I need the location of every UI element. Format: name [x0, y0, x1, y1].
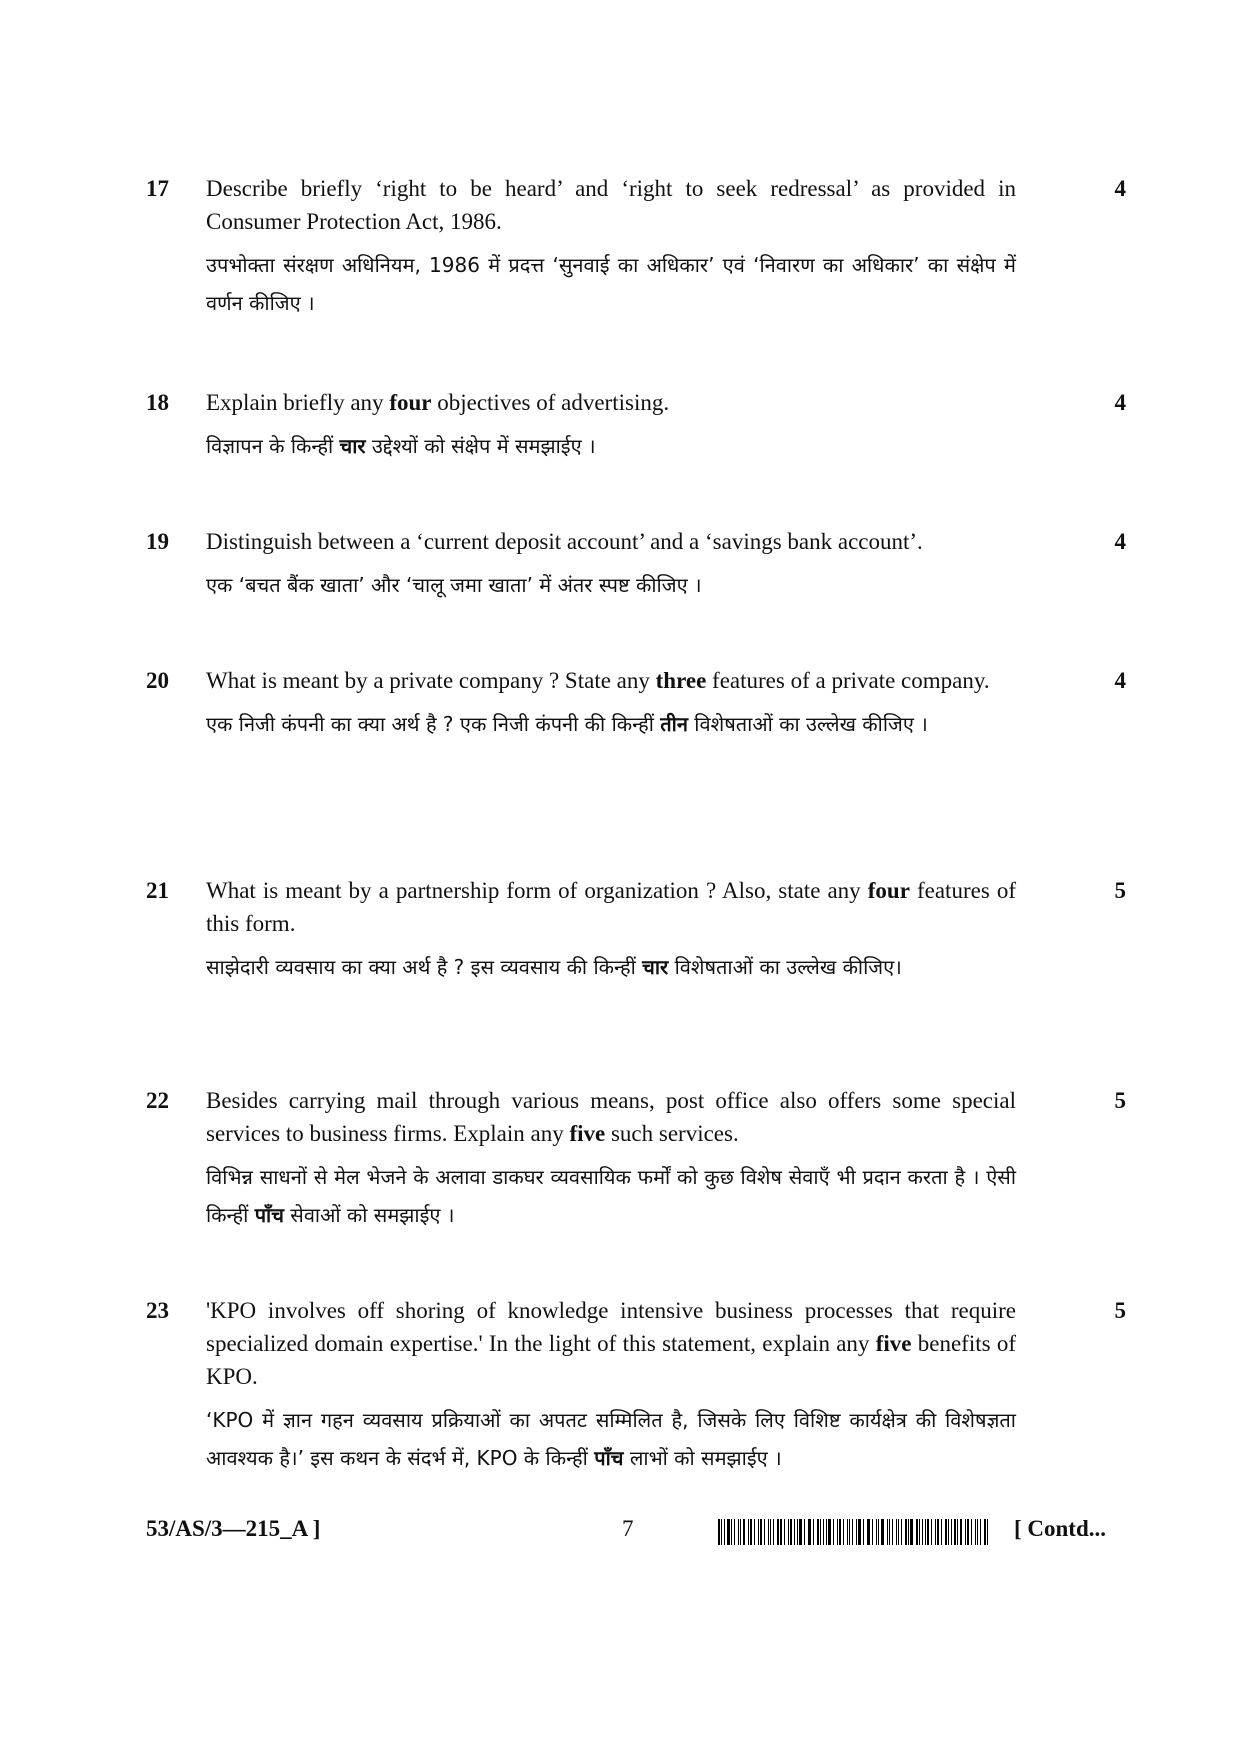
question-text-english: What is meant by a partnership form of organization ? Also, state any four features of this form.: [206, 878, 1016, 936]
barcode-bar: [925, 1519, 926, 1545]
barcode-bar: [828, 1519, 831, 1545]
barcode-bar: [797, 1519, 798, 1545]
question-text-english: 'KPO involves off shoring of knowledge intensive business processes that require specialized domain expertise.' In the light of this statement, explain any five benefits of KPO.: [206, 1298, 1016, 1389]
barcode-bar: [919, 1519, 920, 1545]
question-number: 20: [146, 668, 169, 693]
barcode-bar: [868, 1519, 870, 1545]
barcode-bar: [951, 1519, 952, 1545]
barcode-bar: [852, 1519, 854, 1545]
barcode-bar: [916, 1519, 918, 1545]
barcode-bar: [954, 1519, 956, 1545]
barcode-bar: [804, 1519, 805, 1545]
barcode-bar: [905, 1519, 907, 1545]
question-20: [146, 664, 1126, 743]
question-text-english: What is meant by a private company ? State any three features of a private company.: [206, 668, 990, 693]
page-number: 7: [622, 1516, 634, 1541]
question-text-english: Describe briefly ‘right to be heard’ and ‘right to seek redressal’ as provided in Consumer Protection Act, 1986.: [206, 176, 1016, 234]
barcode-bar: [849, 1519, 850, 1545]
barcode-bar: [773, 1519, 774, 1545]
barcode-bar: [847, 1519, 848, 1545]
question-22: [146, 1084, 1126, 1234]
question-number: 18: [146, 390, 169, 415]
barcode-bar: [718, 1519, 720, 1545]
barcode-bar: [957, 1519, 958, 1545]
question-23: [146, 1294, 1126, 1477]
question-text-hindi: ‘KPO में ज्ञान गहन व्यवसाय प्रक्रियाओं का अपतट सम्मिलित है, जिसके लिए विशिष्ट कार्यक्षेत्र की विशेषज्ञता आवश्यक है।’ इस कथन के संदर्भ में, KPO के किन्हीं पाँच लाभों को समझाईए ।: [206, 1408, 1016, 1470]
question-18: [146, 386, 1126, 465]
barcode-bar: [975, 1519, 976, 1545]
barcode-bar: [790, 1519, 792, 1545]
barcode-bar: [843, 1519, 844, 1545]
barcode-bar: [780, 1519, 782, 1545]
barcode-bar: [937, 1519, 940, 1545]
barcode-bar: [727, 1519, 730, 1545]
question-text-hindi: एक ‘बचत बैंक खाता’ और ‘चालू जमा खाता’ में अंतर स्पष्ट कीजिए ।: [206, 573, 702, 597]
barcode-bar: [960, 1519, 962, 1545]
question-marks: 4: [1114, 390, 1126, 415]
barcode-bar: [922, 1519, 923, 1545]
barcode-bar: [799, 1519, 802, 1545]
barcode-bar: [858, 1519, 861, 1545]
question-text-hindi: विज्ञापन के किन्हीं चार उद्देश्यों को संक्षेप में समझाईए ।: [206, 434, 596, 458]
barcode-bar: [980, 1519, 982, 1545]
barcode-bar: [908, 1519, 909, 1545]
barcode-bar: [731, 1519, 732, 1545]
question-text-hindi: साझेदारी व्यवसाय का क्या अर्थ है ? इस व्यवसाय की किन्हीं चार विशेषताओं का उल्लेख कीजिए।: [206, 955, 902, 979]
barcode-bar: [784, 1519, 785, 1545]
barcode-bar: [839, 1519, 841, 1545]
paper-code: 53/AS/3—215_A ]: [146, 1516, 321, 1541]
barcode-bar: [889, 1519, 890, 1545]
barcode-bar: [967, 1519, 970, 1545]
barcode-bar: [823, 1519, 824, 1545]
barcode-bar: [760, 1519, 762, 1545]
barcode-bar: [984, 1519, 986, 1545]
barcode-bar: [768, 1519, 769, 1545]
barcode-bar: [878, 1519, 880, 1545]
barcode-bar: [724, 1519, 725, 1545]
barcode-bar: [743, 1519, 745, 1545]
barcode-bar: [738, 1519, 739, 1545]
barcode-bar: [867, 1519, 868, 1545]
barcode-bar: [910, 1519, 913, 1545]
barcode-bar: [754, 1519, 755, 1545]
barcode-image: [718, 1519, 990, 1545]
question-text-english: Explain briefly any four objectives of advertising.: [206, 390, 670, 415]
barcode-bar: [777, 1519, 780, 1545]
barcode-bar: [892, 1519, 893, 1545]
barcode-bar: [901, 1519, 902, 1545]
barcode-bar: [758, 1519, 759, 1545]
barcode-bar: [887, 1519, 888, 1545]
barcode-bar: [927, 1519, 929, 1545]
barcode-bar: [764, 1519, 766, 1545]
question-marks: 4: [1114, 529, 1126, 554]
barcode-bar: [872, 1519, 873, 1545]
question-marks: 5: [1114, 878, 1126, 903]
barcode-bar: [813, 1519, 814, 1545]
question-text-hindi: उपभोक्ता संरक्षण अधिनियम, 1986 में प्रदत्त ‘सुनवाई का अधिकार’ एवं ‘निवारण का अधिकार’ का संक्षेप में वर्णन कीजिए ।: [206, 253, 1016, 315]
question-text-english: Besides carrying mail through various means, post office also offers some special services to business firms. Explain any five such services.: [206, 1088, 1016, 1146]
barcode-bar: [876, 1519, 877, 1545]
barcode-bar: [931, 1519, 932, 1545]
barcode-bar: [794, 1519, 795, 1545]
barcode-bar: [809, 1519, 811, 1545]
question-marks: 4: [1114, 668, 1126, 693]
question-text-english: Distinguish between a ‘current deposit account’ and a ‘savings bank account’.: [206, 529, 923, 554]
barcode-bar: [898, 1519, 899, 1545]
barcode-bar: [935, 1519, 936, 1545]
barcode-bar: [965, 1519, 966, 1545]
barcode-bar: [817, 1519, 819, 1545]
barcode-bar: [721, 1519, 722, 1545]
barcode-bar: [740, 1519, 741, 1545]
question-number: 21: [146, 878, 169, 903]
question-marks: 5: [1114, 1088, 1126, 1113]
barcode-bar: [948, 1519, 949, 1545]
question-marks: 4: [1114, 176, 1126, 201]
barcode-bar: [941, 1519, 942, 1545]
barcode-bar: [971, 1519, 972, 1545]
question-number: 17: [146, 176, 169, 201]
barcode-bar: [826, 1519, 827, 1545]
barcode-bar: [896, 1519, 898, 1545]
question-text-hindi: एक निजी कंपनी का क्या अर्थ है ? एक निजी कंपनी की किन्हीं तीन विशेषताओं का उल्लेख कीजिए ।: [206, 712, 928, 736]
barcode-bar: [820, 1519, 821, 1545]
barcode-bar: [750, 1519, 753, 1545]
page-footer: [146, 1516, 1126, 1556]
barcode-bar: [987, 1519, 988, 1545]
question-17: [146, 172, 1126, 322]
barcode-bar: [863, 1519, 864, 1545]
continued-label: [ Contd...: [1014, 1516, 1107, 1541]
barcode-bar: [945, 1519, 947, 1545]
question-marks: 5: [1114, 1298, 1126, 1323]
barcode-bar: [856, 1519, 857, 1545]
barcode-bar: [788, 1519, 789, 1545]
question-21: [146, 874, 1126, 986]
barcode-bar: [833, 1519, 834, 1545]
barcode-bar: [734, 1519, 736, 1545]
barcode-bar: [881, 1519, 884, 1545]
barcode-bar: [977, 1519, 978, 1545]
question-text-hindi: विभिन्न साधनों से मेल भेजने के अलावा डाकघर व्यवसायिक फर्मों को कुछ विशेष सेवाएँ भी प्रदान करता है । ऐसी किन्हीं पाँच सेवाओं को समझाईए ।: [206, 1165, 1016, 1227]
question-number: 19: [146, 529, 169, 554]
barcode-bar: [748, 1519, 749, 1545]
question-number: 23: [146, 1298, 169, 1323]
barcode-bar: [837, 1519, 839, 1545]
barcode-bar: [770, 1519, 771, 1545]
barcode-bar: [808, 1519, 809, 1545]
question-number: 22: [146, 1088, 169, 1113]
question-19: [146, 525, 1126, 604]
